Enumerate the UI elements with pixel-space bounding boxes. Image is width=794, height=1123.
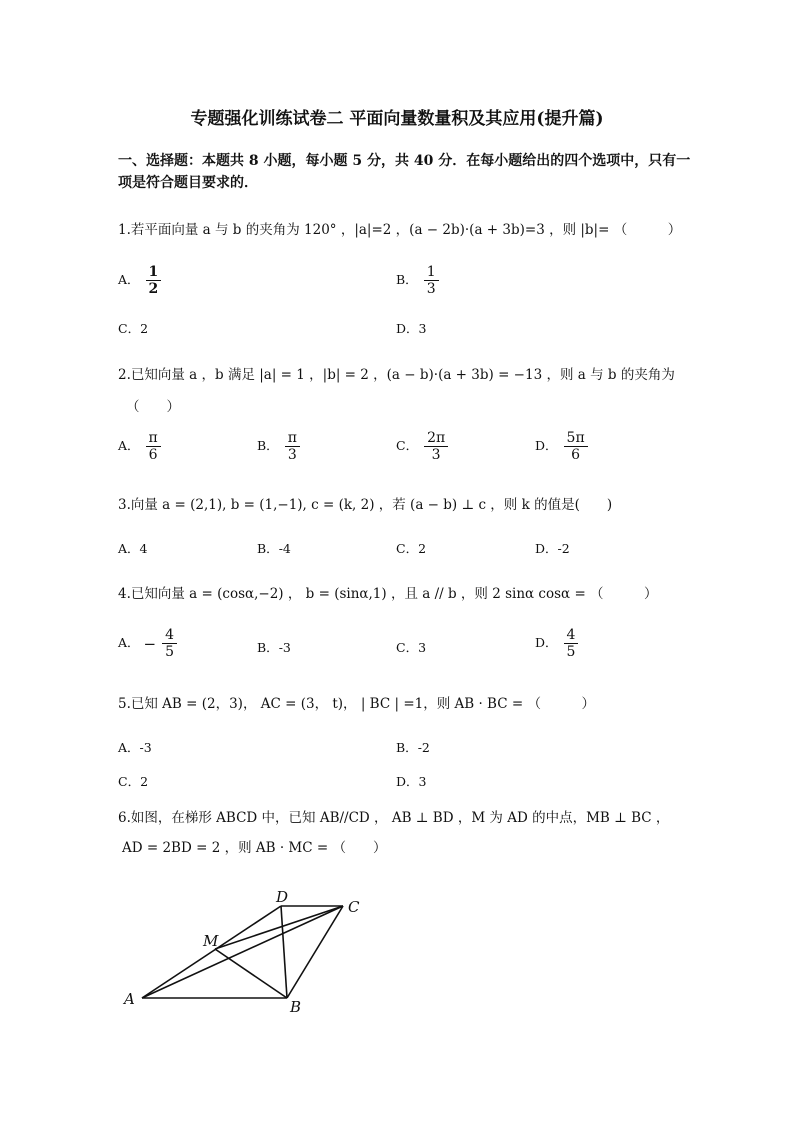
fraction: $\frac{5\pi}{6}$	[564, 430, 588, 463]
fraction: $\frac{1}{3}$	[424, 264, 439, 297]
question-1-stem: 1.若平面向量 a 与 b 的夹角为 120° ，|a|=2 ，(a − 2b)·(a + 3b)=3 ，则 |b|= （ ）	[118, 222, 682, 238]
q4-option-c: C．3	[396, 640, 427, 655]
fraction: $\frac{1}{2}$	[146, 264, 162, 297]
q3-option-c: C．2	[396, 541, 427, 556]
label-d: D	[276, 888, 289, 906]
question-6-stem: 6.如图，在梯形 ABCD 中，已知 AB//CD ， AB ⊥ BD ，M 为 AD 的中点，MB ⊥ BC ，	[118, 810, 670, 826]
q5-option-c: C．2	[118, 774, 149, 789]
q3-option-d: D．-2	[535, 541, 570, 556]
label-b: B	[290, 998, 302, 1016]
question-5-stem: 5.已知 AB = (2，3)， AC = (3， t)， | BC | =1，则 AB · BC = （ ）	[118, 696, 595, 712]
segment-mc	[215, 906, 343, 949]
q5-option-d: D．3	[396, 774, 427, 789]
segment-ad	[142, 906, 281, 998]
q1-option-b	[396, 264, 439, 297]
fraction: $\frac{\pi}{3}$	[285, 430, 300, 463]
fraction: $\frac{4}{5}$	[162, 627, 177, 660]
section-heading-cont: 项是符合题目要求的．	[118, 175, 258, 191]
q2-option-b: B． $\frac{\pi}{3}$	[257, 430, 300, 463]
q4-option-a: A． − $\frac{4}{5}$	[118, 627, 177, 660]
label-a: A	[124, 990, 135, 1008]
label-c: C	[348, 898, 360, 916]
q1-option-a	[118, 264, 161, 297]
q4-option-b: B．-3	[257, 640, 291, 655]
segment-bd	[281, 906, 287, 998]
segment-mb	[215, 949, 287, 998]
page-title: 专题强化训练试卷二 平面向量数量积及其应用(提升篇)	[190, 109, 604, 129]
fraction: $\frac{2\pi}{3}$	[424, 430, 448, 463]
segment-cb	[287, 906, 343, 998]
fraction: $\frac{4}{5}$	[564, 627, 579, 660]
question-2-stem: 2.已知向量 a ，b 满足 |a| = 1 ，|b| = 2 ，(a − b)·(a + 3b) = −13 ，则 a 与 b 的夹角为	[118, 367, 675, 383]
q5-option-b: B．-2	[396, 740, 430, 755]
q1-option-d: D．3	[396, 321, 427, 336]
question-4-stem: 4.已知向量 a = (cosα,−2) ， b = (sinα,1) ，且 a // b ，则 2 sinα cosα = （ ）	[118, 586, 658, 602]
question-6-stem-cont: AD = 2BD = 2 ，则 AB · MC = （ ）	[122, 840, 387, 856]
q2-option-d: D． $\frac{5\pi}{6}$	[535, 430, 588, 463]
option-label: A．	[118, 272, 140, 287]
trapezoid-figure	[115, 880, 375, 1020]
q1-option-c: C．2	[118, 321, 149, 336]
q2-option-a: A． $\frac{\pi}{6}$	[118, 430, 161, 463]
q3-option-b: B．-4	[257, 541, 291, 556]
q3-option-a: A．4	[118, 541, 148, 556]
fraction: $\frac{\pi}{6}$	[146, 430, 161, 463]
question-3-stem: 3.向量 a = (2,1), b = (1,−1), c = (k, 2) ，若 (a − b) ⊥ c ，则 k 的值是( )	[118, 497, 613, 513]
q5-option-a: A．-3	[118, 740, 152, 755]
question-2-stem-cont: （ ）	[126, 399, 180, 415]
q2-option-c: C． $\frac{2\pi}{3}$	[396, 430, 448, 463]
q4-option-d: D． $\frac{4}{5}$	[535, 627, 578, 660]
label-m: M	[203, 932, 219, 950]
section-heading: 一、选择题：本题共 8 小题，每小题 5 分，共 40 分．在每小题给出的四个选项中，只有一	[118, 153, 691, 169]
option-label: B．	[396, 272, 418, 287]
segment-ac	[142, 906, 343, 998]
